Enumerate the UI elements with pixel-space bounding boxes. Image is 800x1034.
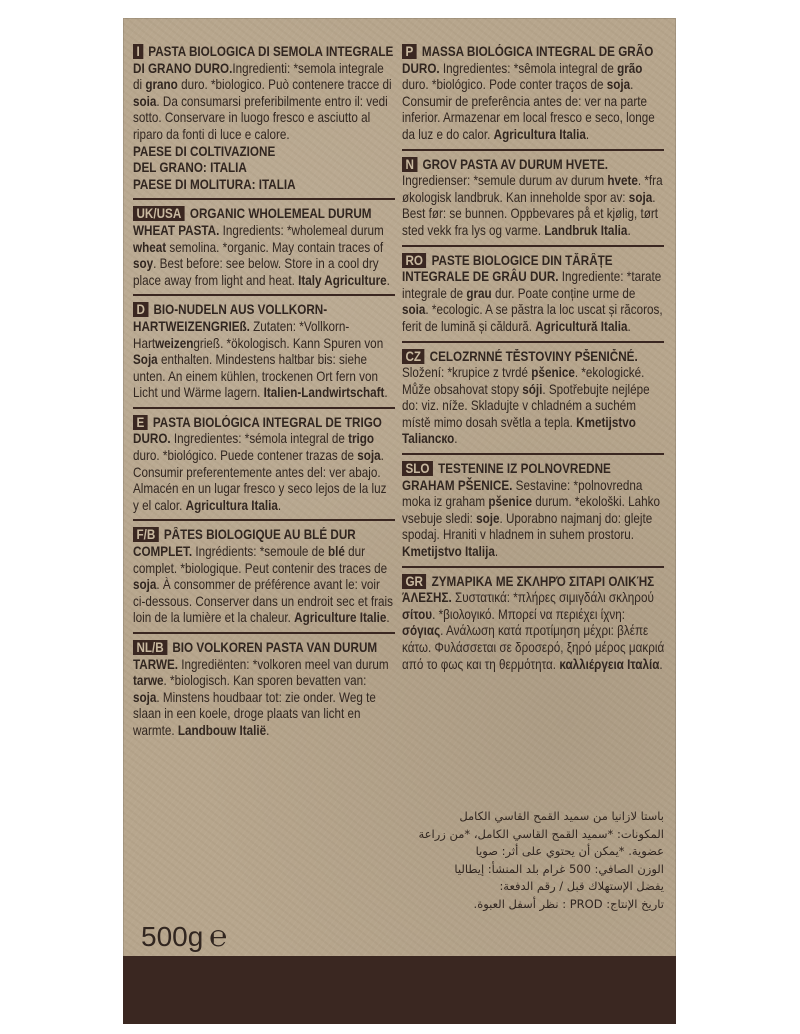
section-greek	[402, 574, 664, 679]
body-text: . Ανάλωση κατά προτίμηση μέχρι: βλέπε κάτω. Φυλάσσεται σε δροσερό, ξηρό μέρος μακριά από το φως και τη θερμότητα.	[402, 623, 665, 672]
allergen-text: Agriculture Italie	[294, 610, 387, 626]
body-text: Ingrédients: *semoule de	[192, 544, 328, 560]
allergen-text: soy	[133, 256, 154, 272]
allergen-text: soia	[133, 93, 157, 109]
body-text: semolina. *organic. May contain traces of	[166, 239, 384, 255]
product-heading: ORGANIC WHOLEMEAL DURUM WHEAT PASTA.	[133, 206, 372, 238]
body-text: .	[386, 272, 390, 288]
body-text: Ingredienser: *semule durum av durum	[402, 173, 608, 189]
product-heading: PASTA BIOLOGICA DI SEMOLA INTEGRALE DI GRANO DURO.	[133, 44, 394, 76]
body-text: Συστατικά: *πλήρες σιμιγδάλι σκληρού	[451, 590, 654, 606]
body-text: . Minstens houdbaar tot: zie onder. Weg te slaan in een koele, droge plaats van licht en warmte.	[133, 689, 376, 738]
body-text: . Uporabno najmanj do: glejte spodaj. Hraniti v hladnem in suhem prostoru.	[402, 510, 653, 543]
allergen-text: Landbruk Italia	[544, 222, 628, 238]
left-column	[133, 44, 395, 751]
allergen-text: Kmetijstvo Talianско	[402, 414, 636, 447]
body-text: durum. *ekološki. Lahko vsebuje sledi:	[402, 494, 660, 526]
arabic-line: المكونات: *سميد القمح القاسي الكامل، *من زراعة	[418, 826, 664, 841]
allergen-text: pšenice	[488, 494, 532, 510]
body-text: . Consumir de preferência antes de: ver na parte inferior. Armazenar em local fresco e seco, longe da luz e do calor.	[402, 77, 655, 142]
product-heading: ΖΥΜΑΡΙΚΑ ΜΕ ΣΚΛΗΡΌ ΣΙΤΑΡΙ ΟΛΙΚΉΣ ΆΛΕΣΗΣ.	[402, 573, 655, 606]
section-czech	[402, 349, 664, 456]
allergen-text: Agricultura Italia	[185, 497, 278, 513]
right-column	[402, 44, 664, 684]
arabic-line: تاريخ الإنتاج: PROD : نظر أسفل العبوة.	[473, 896, 664, 911]
weight-amount: 500g	[141, 921, 204, 952]
body-text: Ingredients: *wholemeal durum	[219, 222, 384, 238]
allergen-text: hvete	[607, 173, 638, 189]
allergen-text: grão	[617, 60, 643, 76]
origin-line: PAESE DI COLTIVAZIONE	[133, 143, 276, 159]
arabic-line: يفضل الإستهلاك قبل / رقم الدفعة:	[499, 879, 664, 893]
language-badge: N	[402, 157, 417, 172]
body-text: .	[627, 318, 631, 334]
allergen-text: σίτου	[402, 606, 433, 622]
language-badge: I	[133, 44, 143, 59]
body-text: duro. *biológico. Puede contener trazas de	[133, 448, 358, 464]
allergen-text: grano	[145, 77, 178, 93]
origin-line: DEL GRANO: ITALIA	[133, 160, 247, 176]
body-text: Složení: *krupice z tvrdé	[402, 365, 532, 381]
net-weight	[141, 921, 227, 953]
allergen-text: pšenice	[531, 365, 575, 381]
allergen-text: σόγιας	[402, 623, 441, 639]
section-french	[133, 527, 395, 634]
product-heading: PASTA BIOLÓGICA INTEGRAL DE TRIGO DURO.	[133, 414, 382, 447]
body-text: dur complet. *biologique. Peut contenir des traces de	[133, 544, 388, 576]
allergen-text: soja	[357, 448, 381, 464]
allergen-text: soje	[476, 510, 500, 526]
body-text: enthalten. Mindestens haltbar bis: siehe unten. An einem kühlen, trockenen Ort fern von Licht und Wärme lagern.	[133, 352, 379, 401]
section-portuguese	[402, 44, 664, 151]
product-heading: CELOZRNNÉ TĚSTOVINY PŠENIČNÉ.	[429, 348, 638, 364]
section-dutch	[133, 640, 395, 745]
body-text: Sestavine: *polnovredna moka iz graham	[402, 477, 643, 510]
paragraph	[133, 527, 395, 627]
body-text: .	[659, 656, 663, 672]
body-text: .	[494, 544, 499, 560]
body-text: .	[454, 431, 458, 447]
body-text: .	[386, 610, 390, 626]
section-slovenian	[402, 461, 664, 568]
allergen-text: Kmetijstvo Italija	[402, 544, 495, 560]
body-text: . *biologisch. Kan sporen bevatten van:	[163, 673, 367, 689]
allergen-text: Italy Agriculture	[298, 272, 387, 288]
allergen-text: soia	[402, 302, 426, 318]
estimated-sign-icon: ℮	[209, 920, 228, 953]
allergen-text: sóji	[522, 381, 543, 397]
section-norwegian	[402, 157, 664, 247]
paragraph	[133, 415, 395, 515]
allergen-text: soja	[606, 77, 631, 93]
body-text: grieß. *ökologisch. Kann Spuren von	[193, 335, 384, 351]
language-badge: E	[133, 415, 148, 430]
body-text: .	[384, 385, 388, 401]
paragraph	[402, 44, 664, 144]
paragraph	[133, 640, 395, 740]
paragraph	[402, 349, 664, 449]
allergen-text: Agricultură Italia	[535, 318, 628, 334]
body-text: Ingredientes: *sémola integral de	[170, 431, 349, 447]
language-badge: CZ	[402, 349, 424, 364]
language-badge: GR	[402, 574, 426, 589]
allergen-text: Agricultura Italia	[493, 126, 586, 142]
section-romanian	[402, 253, 664, 343]
paragraph	[402, 461, 664, 561]
language-badge: RO	[402, 253, 426, 268]
allergen-text: grau	[466, 285, 492, 301]
body-text: duro. *biológico. Pode conter traços de	[402, 77, 607, 93]
body-text: .	[585, 126, 590, 142]
body-text: . Spotřebujte nejlépe do: viz. níže. Skladujte v chladném a suchém místě mimo dosah světla a tepla.	[402, 381, 650, 430]
allergen-text: blé	[327, 544, 345, 560]
language-badge: SLO	[402, 461, 433, 476]
paragraph	[402, 253, 664, 336]
arabic-line: باستا لازانيا من سميد القمح القاسي الكامل	[459, 809, 664, 823]
product-heading: GROV PASTA AV DURUM HVETE.	[422, 156, 609, 172]
allergen-text: trigo	[348, 431, 375, 447]
body-text: dur. Poate conține urme de	[491, 285, 636, 301]
allergen-text: Soja	[133, 352, 158, 368]
body-text: . *fra økologisk landbruk. Kan inneholde spor av:	[402, 173, 663, 205]
section-spanish	[133, 415, 395, 522]
body-text: . Consumir preferentemente antes del: ver abajo. Almacén en un lugar fresco y seco lejos de la luz y el calor.	[133, 448, 387, 513]
section-italian	[133, 44, 395, 200]
product-heading: MASSA BIOLÓGICA INTEGRAL DE GRÃO DURO.	[402, 44, 654, 76]
arabic-text-block	[402, 808, 664, 913]
section-english	[133, 206, 395, 296]
paragraph	[402, 574, 664, 674]
product-heading: PÂTES BIOLOGIQUE AU BLÉ DUR COMPLET.	[133, 527, 356, 560]
dark-bottom-band	[123, 956, 676, 1024]
allergen-text: soja	[133, 689, 157, 705]
paragraph	[133, 206, 395, 289]
product-heading: BIO-NUDELN AUS VOLLKORN-HARTWEIZENGRIEß.	[133, 302, 328, 334]
product-heading: BIO VOLKOREN PASTA VAN DURUM TARWE.	[133, 640, 378, 672]
paragraph	[133, 44, 395, 193]
body-text: Ingrediente: *tarate integrale de	[402, 269, 662, 301]
body-text: .	[277, 497, 282, 513]
allergen-text: soja	[133, 577, 157, 593]
body-text: . *ekologické. Může obsahovat stopy	[402, 365, 645, 397]
paragraph	[402, 157, 664, 240]
language-badge: P	[402, 44, 417, 59]
allergen-text: καλλιέργεια Ιταλία	[559, 656, 660, 672]
product-heading: PASTE BIOLOGICE DIN TĂRÂȚE INTEGRALE DE GRÂU DUR.	[402, 252, 613, 285]
body-text: .	[266, 722, 270, 738]
body-text: . À consommer de préférence avant le: voir ci-dessous. Conserver dans un endroit sec et frais loin de la lumière et la chaleur.	[133, 577, 393, 626]
body-text: . Da consumarsi preferibilmente entro il: vedi sotto. Conservare in luogo fresco e asciutto al riparo da fonti di luce e calore.	[133, 93, 388, 142]
language-badge: F/B	[133, 527, 159, 542]
origin-line: PAESE DI MOLITURA: ITALIA	[133, 176, 296, 192]
product-heading: TESTENINE IZ POLNOVREDNE GRAHAM PŠENICE.	[402, 461, 611, 493]
body-text: Ingrediënten: *volkoren meel van durum	[178, 656, 389, 672]
body-text: Ingredientes: *sêmola integral de	[439, 60, 618, 76]
body-text: . *βιολογικό. Μπορεί να περιέχει ίχνη:	[432, 606, 626, 622]
language-badge: UK/USA	[133, 206, 185, 221]
body-text: duro. *biologico. Può contenere tracce di	[177, 77, 392, 93]
allergen-text: Landbouw Italië	[177, 722, 267, 738]
paragraph	[133, 302, 395, 402]
arabic-line: الوزن الصافي: 500 غرام بلد المنشأ: إيطاليا	[454, 861, 664, 876]
section-german	[133, 302, 395, 409]
allergen-text: weizen	[155, 335, 194, 351]
body-text: Ingredienti: *semola integrale di	[133, 60, 384, 93]
body-text: . Best før: se bunnen. Oppbevares på et kjølig, tørt sted vekk fra lys og varme.	[402, 189, 659, 238]
body-text: Zutaten: *Vollkorn-Hart	[133, 318, 350, 351]
allergen-text: tarwe	[133, 673, 164, 689]
package-back-panel	[123, 18, 676, 1024]
body-text: .	[627, 222, 631, 238]
body-text: . Best before: see below. Store in a cool dry place away from light and heat.	[133, 256, 379, 288]
language-badge: NL/B	[133, 640, 167, 655]
language-badge: D	[133, 302, 148, 317]
arabic-line: عضوية. *يمكن أن يحتوي على أثر: صويا	[475, 844, 664, 858]
allergen-text: Italien-Landwirtschaft	[263, 385, 385, 401]
allergen-text: soja	[628, 189, 653, 205]
body-text: . *ecologic. A se păstra la loc uscat și răcoros, ferit de lumină și căldură.	[402, 302, 663, 334]
allergen-text: wheat	[133, 239, 167, 255]
